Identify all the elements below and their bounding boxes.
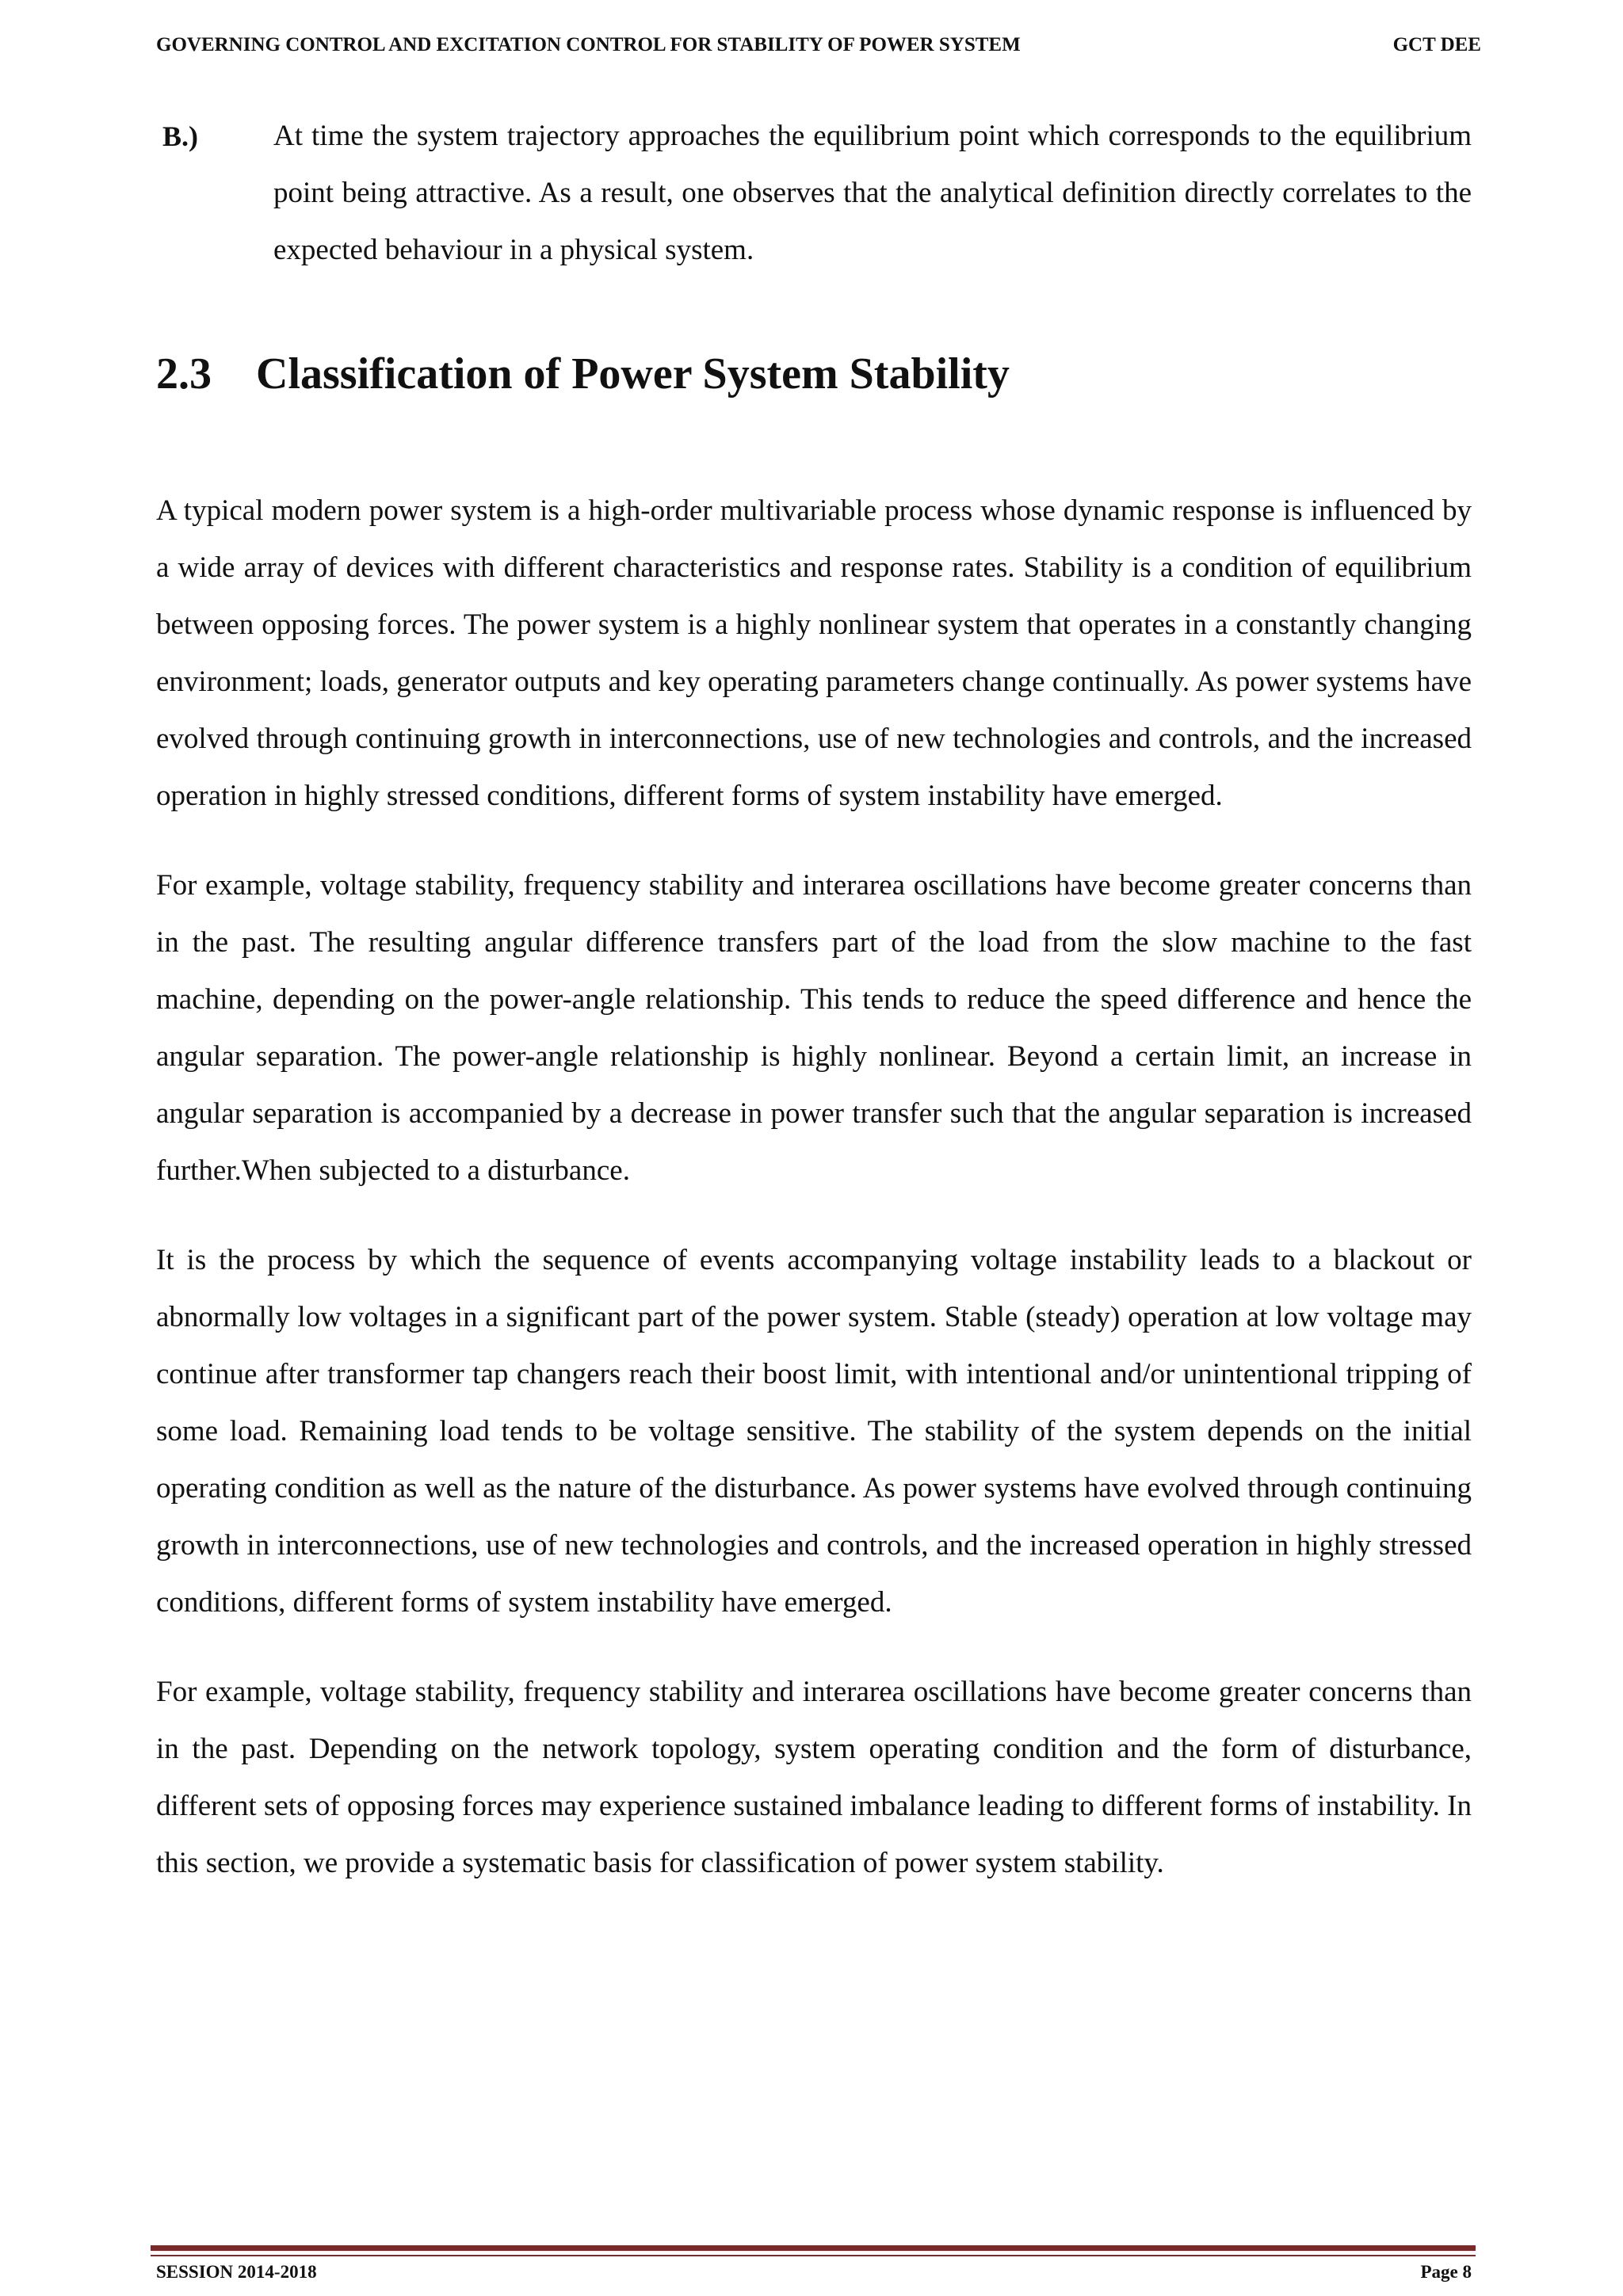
section-number: 2.3 [156, 349, 212, 399]
list-item-text: At time the system trajectory approaches the equilibrium point which corresponds to the equilibrium point being attractive. As a result, one observes that the analytical definition directly correlates to the expected behaviour in a physical system. [273, 120, 1472, 266]
section-heading [156, 342, 1010, 406]
paragraph: A typical modern power system is a high-order multivariable process whose dynamic response is influenced by a wide array of devices with different characteristics and response rates. Stability is a condition of equilibrium between opposing forces. The power system is a highly nonlinear system that operates in a constantly changing environment; loads, generator outputs and key operating parameters change continually. As power systems have evolved through continuing growth in interconnections, use of new technologies and controls, and the increased operation in highly stressed conditions, different forms of system instability have emerged. [156, 494, 1472, 812]
page-header [156, 32, 1481, 59]
paragraph: It is the process by which the sequence of events accompanying voltage instability leads to a blackout or abnormally low voltages in a significant part of the power system. Stable (steady) operation at low voltage may continue after transformer tap changers reach their boost limit, with intentional and/or unintentional tripping of some load. Remaining load tends to be voltage sensitive. The stability of the system depends on the initial operating condition as well as the nature of the disturbance. As power systems have evolved through continuing growth in interconnections, use of new technologies and controls, and the increased operation in highly stressed conditions, different forms of system instability have emerged. [156, 1244, 1472, 1619]
paragraph: For example, voltage stability, frequency stability and interarea oscillations have become greater concerns than in the past. The resulting angular difference transfers part of the load from the slow machine to the fast machine, depending on the power-angle relationship. This tends to reduce the speed difference and hence the angular separation. The power-angle relationship is highly nonlinear. Beyond a certain limit, an increase in angular separation is accompanied by a decrease in power transfer such that the angular separation is increased further.When subjected to a disturbance. [156, 869, 1472, 1187]
header-department: GCT DEE [1392, 34, 1481, 55]
list-marker: B.) [162, 120, 198, 152]
section-title: Classification of Power System Stability [256, 349, 1010, 399]
body-text [156, 482, 1472, 1924]
footer-session: SESSION 2014-2018 [156, 2262, 317, 2282]
footer-rule-thin [151, 2255, 1476, 2256]
paragraph: For example, voltage stability, frequency stability and interarea oscillations have become greater concerns than in the past. Depending on the network topology, system operating condition and the form of disturbance, different sets of opposing forces may experience sustained imbalance leading to different forms of instability. In this section, we provide a systematic basis for classification of power system stability. [156, 1676, 1472, 1879]
page-footer [156, 2258, 1472, 2286]
page-number: Page 8 [1420, 2262, 1472, 2282]
header-title: GOVERNING CONTROL AND EXCITATION CONTROL FOR STABILITY OF POWER SYSTEM [156, 34, 1021, 55]
list-item-b [156, 108, 1472, 279]
footer-rule [151, 2245, 1476, 2251]
